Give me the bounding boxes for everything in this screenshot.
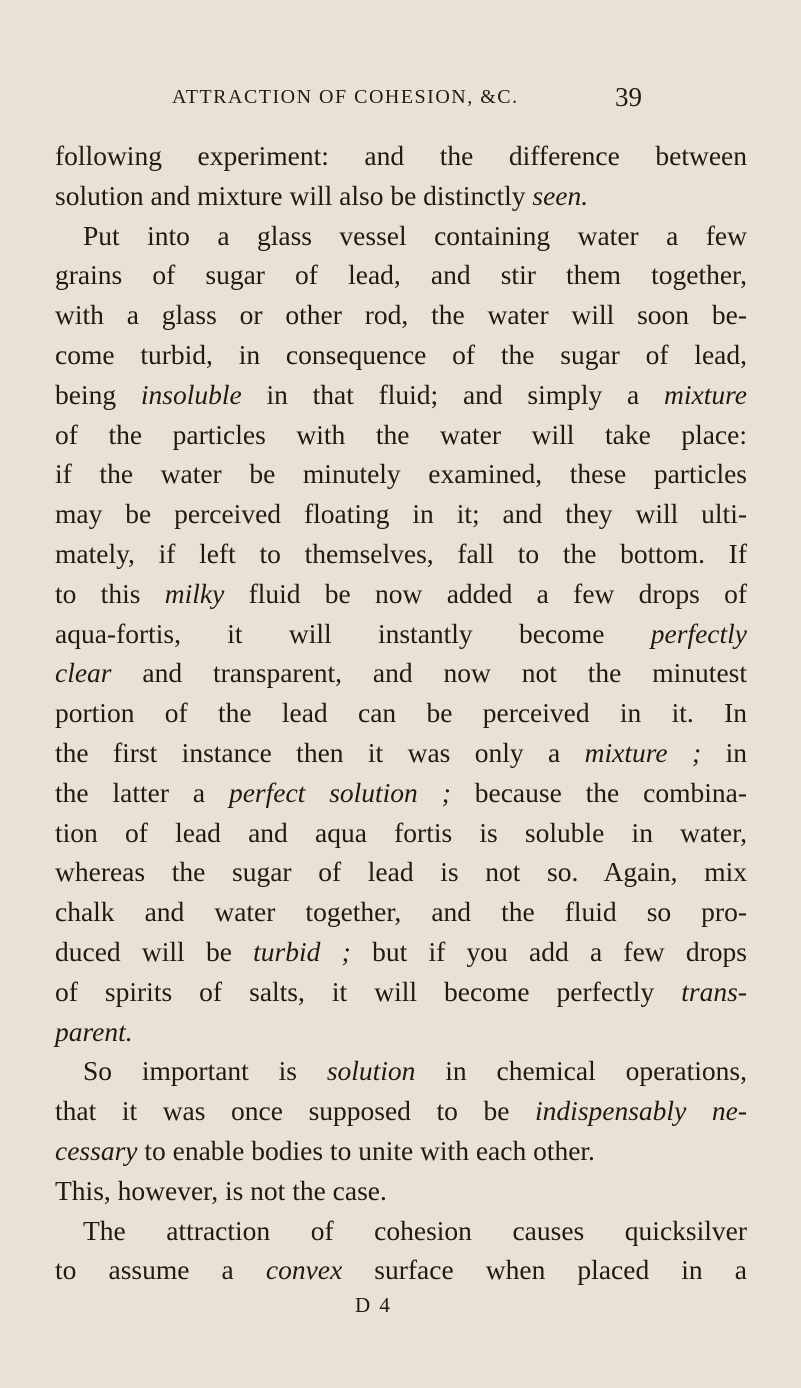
text-line bbox=[55, 693, 747, 733]
text-line bbox=[55, 534, 747, 574]
text-line bbox=[55, 1211, 747, 1251]
text-line bbox=[55, 454, 747, 494]
text-line bbox=[55, 932, 747, 972]
text-span: fluid be now added a few drops of bbox=[224, 577, 747, 609]
text-span: mately, if left to themselves, fall to the bottom. If bbox=[55, 537, 747, 569]
text-span: to assume a bbox=[55, 1254, 266, 1286]
italic-text: convex bbox=[265, 1254, 343, 1286]
text-span: but if you add a few drops bbox=[350, 935, 748, 967]
italic-text: trans- bbox=[681, 975, 747, 1007]
text-line bbox=[55, 335, 747, 375]
text-line bbox=[55, 972, 747, 1012]
italic-text: clear bbox=[55, 657, 112, 689]
italic-text: mixture ; bbox=[584, 736, 702, 768]
text-span: following experiment: and the difference between bbox=[55, 140, 747, 171]
italic-text: cessary bbox=[55, 1134, 138, 1166]
text-span: chalk and water together, and the fluid so pro- bbox=[55, 896, 747, 928]
text-span: duced will be bbox=[55, 935, 254, 967]
text-line bbox=[55, 1131, 747, 1171]
italic-text: parent. bbox=[55, 1015, 133, 1047]
text-line bbox=[55, 773, 747, 813]
page-number: 39 bbox=[615, 82, 642, 112]
text-line bbox=[55, 415, 747, 455]
text-line bbox=[55, 892, 747, 932]
text-line bbox=[55, 614, 747, 654]
text-span: grains of sugar of lead, and stir them together, bbox=[55, 259, 747, 291]
text-span: The attraction of cohesion causes quicksilver bbox=[83, 1214, 747, 1246]
text-line bbox=[55, 375, 747, 415]
text-line bbox=[55, 1171, 747, 1211]
text-line bbox=[55, 295, 747, 335]
text-span: in that fluid; and simply a bbox=[241, 378, 664, 410]
text-line bbox=[55, 176, 747, 216]
text-span: the first instance then it was only a bbox=[55, 736, 585, 768]
italic-text: insoluble bbox=[140, 378, 242, 410]
italic-text: milky bbox=[164, 577, 225, 609]
italic-text: indispensably ne- bbox=[535, 1095, 747, 1127]
text-span: in bbox=[701, 736, 747, 768]
text-span: with a glass or other rod, the water will soon be- bbox=[55, 299, 747, 331]
italic-text: seen. bbox=[532, 179, 589, 211]
page-header bbox=[172, 82, 642, 118]
text-span: of the particles with the water will take place: bbox=[55, 418, 747, 450]
text-span: aqua-fortis, it will instantly become bbox=[55, 617, 651, 649]
text-span: in chemical operations, bbox=[415, 1055, 747, 1087]
italic-text: perfect solution ; bbox=[228, 776, 451, 808]
italic-text: turbid ; bbox=[253, 935, 351, 967]
text-line bbox=[55, 653, 747, 693]
text-span: surface when placed in a bbox=[342, 1254, 747, 1286]
text-span: and transparent, and now not the minutest bbox=[111, 657, 747, 689]
text-line bbox=[55, 1250, 747, 1290]
text-span: may be perceived floating in it; and they will ulti- bbox=[55, 498, 747, 530]
text-span: portion of the lead can be perceived in it. In bbox=[55, 697, 747, 729]
italic-text: mixture bbox=[664, 378, 747, 410]
text-line bbox=[55, 813, 747, 853]
text-span: being bbox=[55, 378, 141, 410]
text-line bbox=[55, 216, 747, 256]
text-span: that it was once supposed to be bbox=[55, 1095, 536, 1127]
running-title: ATTRACTION OF COHESION, &C. bbox=[172, 86, 519, 108]
body-text bbox=[55, 136, 747, 1290]
italic-text: perfectly bbox=[650, 617, 747, 649]
italic-text: solution bbox=[326, 1055, 416, 1087]
text-span: the latter a bbox=[55, 776, 229, 808]
text-line bbox=[55, 1051, 747, 1091]
text-span: because the combina- bbox=[450, 776, 747, 808]
text-line bbox=[55, 136, 747, 176]
text-line bbox=[55, 255, 747, 295]
text-line bbox=[55, 494, 747, 534]
text-span: tion of lead and aqua fortis is soluble in water, bbox=[55, 816, 747, 848]
text-line bbox=[55, 1091, 747, 1131]
text-span: of spirits of salts, it will become perfectly bbox=[55, 975, 682, 1007]
text-span: to this bbox=[55, 577, 165, 609]
text-span: This, however, is not the case. bbox=[55, 1174, 387, 1206]
text-span: solution and mixture will also be distinctly bbox=[55, 179, 533, 211]
text-span: if the water be minutely examined, these particles bbox=[55, 458, 747, 490]
signature-mark: D 4 bbox=[355, 1293, 392, 1317]
text-line bbox=[55, 733, 747, 773]
text-span: So important is bbox=[83, 1055, 327, 1087]
text-span: whereas the sugar of lead is not so. Again, mix bbox=[55, 856, 747, 888]
text-line bbox=[55, 1012, 747, 1052]
text-span: to enable bodies to unite with each other. bbox=[137, 1134, 595, 1166]
text-line bbox=[55, 852, 747, 892]
text-span: Put into a glass vessel containing water a few bbox=[83, 219, 747, 251]
text-span: come turbid, in consequence of the sugar of lead, bbox=[55, 338, 747, 370]
text-line bbox=[55, 574, 747, 614]
